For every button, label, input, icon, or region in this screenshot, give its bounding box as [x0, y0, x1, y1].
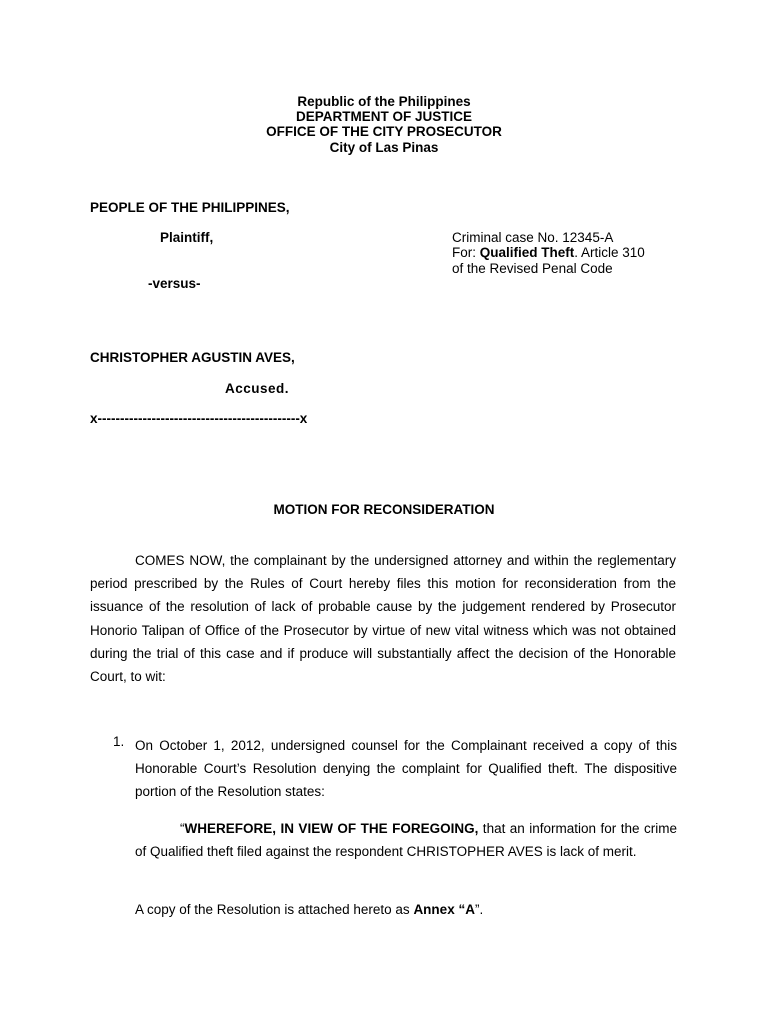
item-1-number: 1.: [113, 734, 125, 749]
caption-separator: x---------------------------------------------x: [90, 411, 308, 426]
quote-open-mark: “: [180, 821, 185, 836]
quote-bold-lead: WHEREFORE, IN VIEW OF THE FOREGOING,: [184, 821, 479, 836]
annex-line: [135, 902, 483, 917]
case-offense: [452, 245, 645, 260]
header-office: OFFICE OF THE CITY PROSECUTOR: [266, 124, 502, 139]
versus-label: -versus-: [148, 276, 201, 291]
intro-paragraph: COMES NOW, the complainant by the undersigned attorney and within the reglementary period prescribed by the Rules of Court hereby files this motion for reconsideration from the issuance of the resolution of lack of probable cause by the judgement rendered by Prosecutor Honorio Talipan of Office of the Prosecutor by virtue of new vital witness which was not obtained during the trial of this case and if produce will substantially affect the decision of the Honorable Court, to wit:: [90, 553, 676, 685]
annex-prefix: A copy of the Resolution is attached hereto as: [135, 902, 414, 917]
case-code: of the Revised Penal Code: [452, 261, 613, 276]
case-number: Criminal case No. 12345-A: [452, 230, 614, 245]
plaintiff-label: Plaintiff,: [160, 230, 214, 245]
annex-suffix: ”.: [474, 902, 484, 917]
case-offense-name: Qualified Theft: [479, 245, 575, 260]
case-article: . Article 310: [574, 245, 645, 260]
resolution-quote: [135, 817, 677, 863]
item-1-text: On October 1, 2012, undersigned counsel for the Complainant received a copy of this Honorable Court’s Resolution denying the complaint for Qualified theft. The dispositive portion of the Resolution states:: [135, 738, 677, 799]
plaintiff-name: PEOPLE OF THE PHILIPPINES,: [90, 200, 290, 215]
header-republic: Republic of the Philippines: [297, 94, 471, 109]
document-title: MOTION FOR RECONSIDERATION: [273, 502, 495, 517]
accused-label: Accused.: [225, 381, 290, 396]
header-city: City of Las Pinas: [329, 140, 439, 155]
header-department: DEPARTMENT OF JUSTICE: [295, 109, 472, 124]
accused-name: CHRISTOPHER AGUSTIN AVES,: [90, 350, 295, 365]
annex-label: Annex “A: [413, 902, 475, 917]
quote-rest: that an information for the crime of Qualified theft filed against the respondent CHRISTOPHER AVES is lack of merit.: [135, 821, 677, 859]
case-for-prefix: For:: [452, 245, 480, 260]
